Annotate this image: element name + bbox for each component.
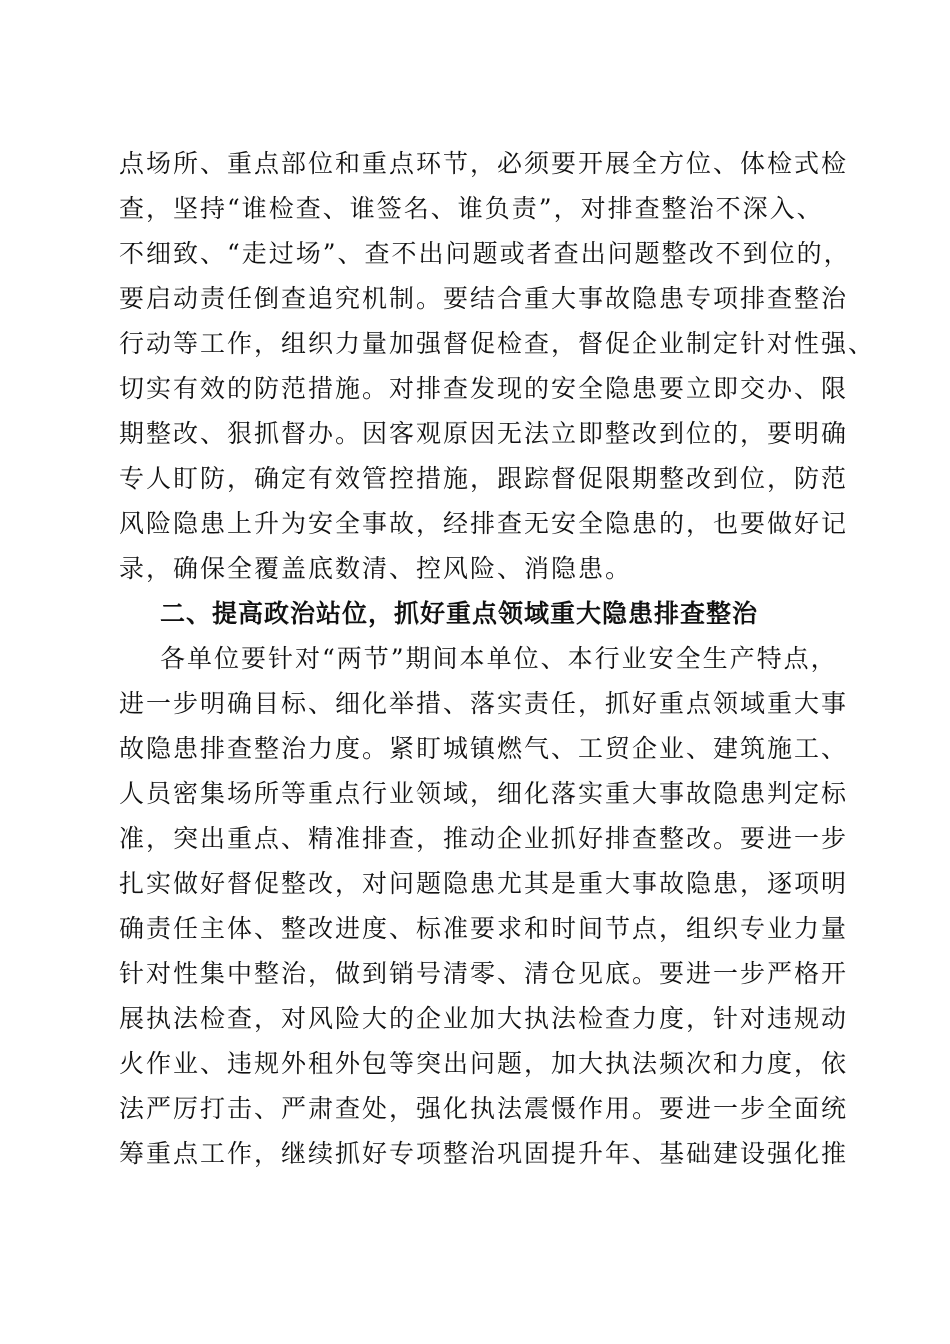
paragraph-2-line-7: 确责任主体、整改进度、标准要求和时间节点，组织专业力量 xyxy=(119,914,849,943)
paragraph-2-line-1: 各单位要针对“两节”期间本单位、本行业安全生产特点， xyxy=(160,644,838,673)
paragraph-2-line-9: 展执法检查，对风险大的企业加大执法检查力度，针对违规动 xyxy=(119,1004,849,1033)
paragraph-2-line-3: 故隐患排查整治力度。紧盯城镇燃气、工贸企业、建筑施工、 xyxy=(119,734,849,763)
paragraph-1-line-2: 查，坚持“谁检查、谁签名、谁负责”，对排查整治不深入、 xyxy=(119,194,824,223)
paragraph-1-line-4: 要启动责任倒查追究机制。要结合重大事故隐患专项排查整治 xyxy=(119,284,849,313)
paragraph-2-line-6: 扎实做好督促整改，对问题隐患尤其是重大事故隐患，逐项明 xyxy=(119,869,849,898)
paragraph-1-line-7: 期整改、狠抓督办。因客观原因无法立即整改到位的，要明确 xyxy=(119,419,849,448)
paragraph-1-line-8: 专人盯防，确定有效管控措施，跟踪督促限期整改到位，防范 xyxy=(119,464,849,493)
paragraph-1-line-1: 点场所、重点部位和重点环节，必须要开展全方位、体检式检 xyxy=(119,149,849,178)
paragraph-1-line-10: 录，确保全覆盖底数清、控风险、消隐患。 xyxy=(119,554,633,583)
paragraph-2-line-8: 针对性集中整治，做到销号清零、清仓见底。要进一步严格开 xyxy=(119,959,849,988)
paragraph-1-line-5: 行动等工作，组织力量加强督促检查，督促企业制定针对性强、 xyxy=(119,329,876,358)
paragraph-2-line-2: 进一步明确目标、细化举措、落实责任，抓好重点领域重大事 xyxy=(119,689,849,718)
paragraph-1-line-9: 风险隐患上升为安全事故，经排查无安全隐患的，也要做好记 xyxy=(119,509,849,538)
paragraph-1-line-6: 切实有效的防范措施。对排查发现的安全隐患要立即交办、限 xyxy=(119,374,849,403)
paragraph-2-line-5: 准，突出重点、精准排查，推动企业抓好排查整改。要进一步 xyxy=(119,824,849,853)
paragraph-2-line-12: 筹重点工作，继续抓好专项整治巩固提升年、基础建设强化推 xyxy=(119,1139,849,1168)
paragraph-2-line-11: 法严厉打击、严肃查处，强化执法震慑作用。要进一步全面统 xyxy=(119,1094,849,1123)
section-heading: 二、提高政治站位，抓好重点领域重大隐患排查整治 xyxy=(160,599,759,628)
paragraph-1-line-3: 不细致、“走过场”、查不出问题或者查出问题整改不到位的， xyxy=(119,239,851,268)
paragraph-2-line-4: 人员密集场所等重点行业领域，细化落实重大事故隐患判定标 xyxy=(119,779,849,808)
paragraph-2-line-10: 火作业、违规外租外包等突出问题，加大执法频次和力度，依 xyxy=(119,1049,849,1078)
